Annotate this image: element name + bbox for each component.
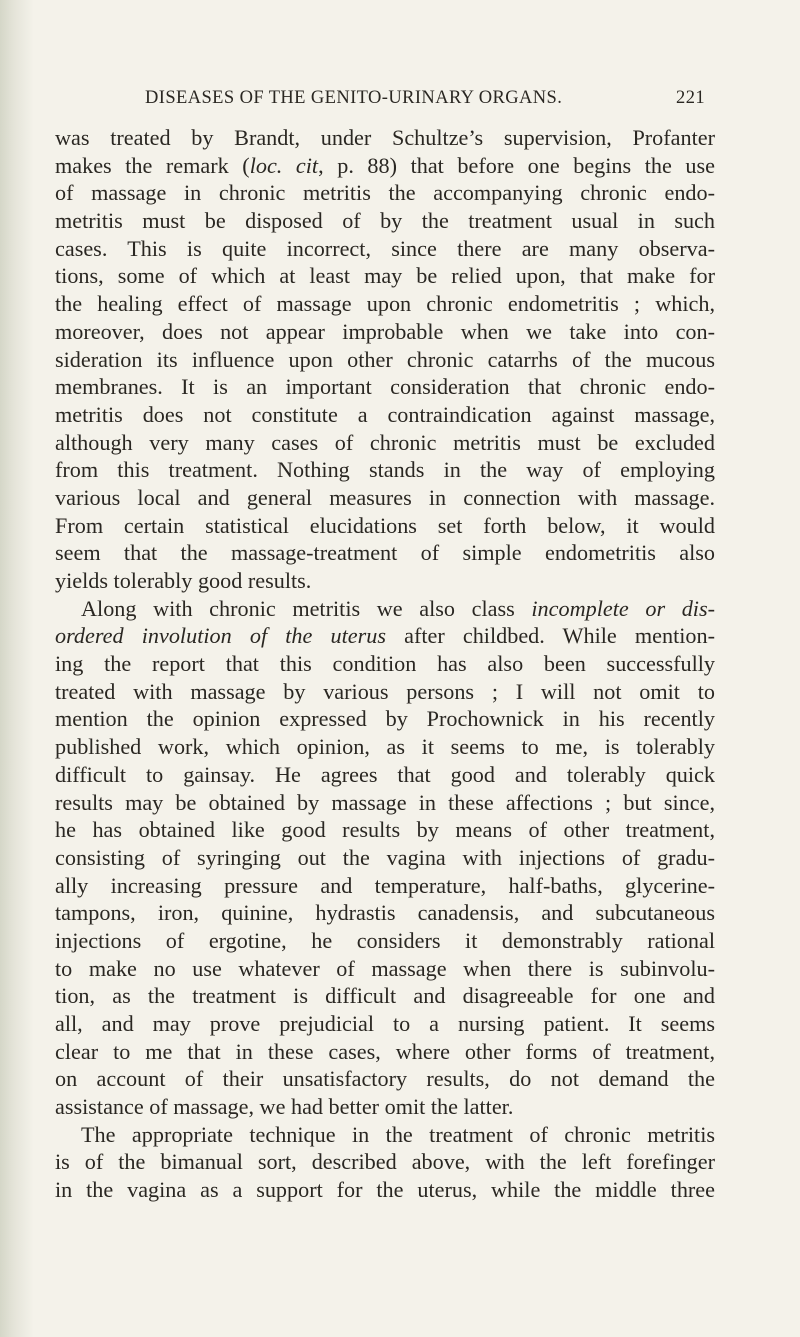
text-line: the healing effect of massage upon chronic endometritis ; which, — [55, 291, 715, 317]
text-line: assistance of massage, we had better omit the latter. — [55, 1094, 514, 1120]
text-line: treated with massage by various persons ; I will not omit to — [55, 678, 715, 704]
running-head — [145, 88, 705, 112]
text-line — [55, 595, 715, 623]
text-line: he has obtained like good results by means of other treatment, — [55, 817, 715, 843]
text-line: in the vagina as a support for the uterus, while the middle three — [55, 1177, 715, 1203]
page-number: 221 — [676, 88, 705, 108]
text-line: various local and general measures in connection with massage. — [55, 484, 715, 510]
text-line: to make no use whatever of massage when there is subinvolu- — [55, 955, 715, 981]
text-line: metritis must be disposed of by the treatment usual in such — [55, 208, 715, 234]
text-line: published work, which opinion, as it seems to me, is tolerably — [55, 734, 715, 760]
text-segment: Along with chronic metritis we also class — [81, 595, 532, 621]
text-line: is of the bimanual sort, described above, with the left forefinger — [55, 1149, 715, 1175]
italic-phrase: ordered involution of the uterus — [55, 623, 386, 649]
text-line — [55, 152, 715, 180]
text-line: membranes. It is an important consideration that chronic endo- — [55, 374, 715, 400]
text-line: on account of their unsatisfactory results, do not demand the — [55, 1066, 715, 1092]
text-line: although very many cases of chronic metritis must be excluded — [55, 429, 715, 455]
text-line: ing the report that this condition has also been successfully — [55, 651, 715, 677]
italic-phrase: incomplete or dis- — [531, 595, 715, 621]
text-line: results may be obtained by massage in these affections ; but since, — [55, 789, 715, 815]
text-line: ally increasing pressure and temperature, half-baths, glycerine- — [55, 872, 715, 898]
text-line: difficult to gainsay. He agrees that good and tolerably quick — [55, 761, 715, 787]
text-line: was treated by Brandt, under Schultze’s supervision, Profanter — [55, 125, 715, 150]
text-line — [55, 622, 715, 650]
text-line: moreover, does not appear improbable when we take into con- — [55, 318, 715, 344]
running-title: DISEASES OF THE GENITO-URINARY ORGANS. — [145, 88, 563, 108]
text-line: yields tolerably good results. — [55, 568, 312, 593]
text-segment: , p. 88) that before one begins the use — [318, 152, 715, 178]
text-line: tions, some of which at least may be relied upon, that make for — [55, 263, 715, 289]
text-line: The appropriate technique in the treatment of chronic metritis — [81, 1121, 715, 1147]
text-line: sideration its influence upon other chronic catarrhs of the mucous — [55, 346, 715, 372]
text-line: seem that the massage-treatment of simple endometritis also — [55, 540, 715, 566]
text-line: tion, as the treatment is difficult and disagreeable for one and — [55, 983, 715, 1009]
text-line: tampons, iron, quinine, hydrastis canadensis, and subcutaneous — [55, 900, 715, 926]
text-line: of massage in chronic metritis the accompanying chronic endo- — [55, 180, 715, 206]
text-line: mention the opinion expressed by Prochownick in his recently — [55, 706, 715, 732]
text-line: cases. This is quite incorrect, since there are many observa- — [55, 235, 715, 261]
body-text — [55, 124, 715, 1204]
text-line: From certain statistical elucidations set forth below, it would — [55, 512, 715, 538]
text-line: consisting of syringing out the vagina with injections of gradu- — [55, 844, 715, 870]
text-line: injections of ergotine, he considers it demonstrably rational — [55, 927, 715, 953]
text-segment: makes the remark ( — [55, 152, 250, 178]
text-line: clear to me that in these cases, where other forms of treatment, — [55, 1038, 715, 1064]
text-line: all, and may prove prejudicial to a nursing patient. It seems — [55, 1011, 715, 1036]
italic-phrase: loc. cit — [249, 152, 319, 178]
text-segment: after childbed. While mention- — [385, 623, 715, 649]
text-line: metritis does not constitute a contraindication against massage, — [55, 401, 715, 427]
text-line: from this treatment. Nothing stands in the way of employing — [55, 457, 715, 483]
